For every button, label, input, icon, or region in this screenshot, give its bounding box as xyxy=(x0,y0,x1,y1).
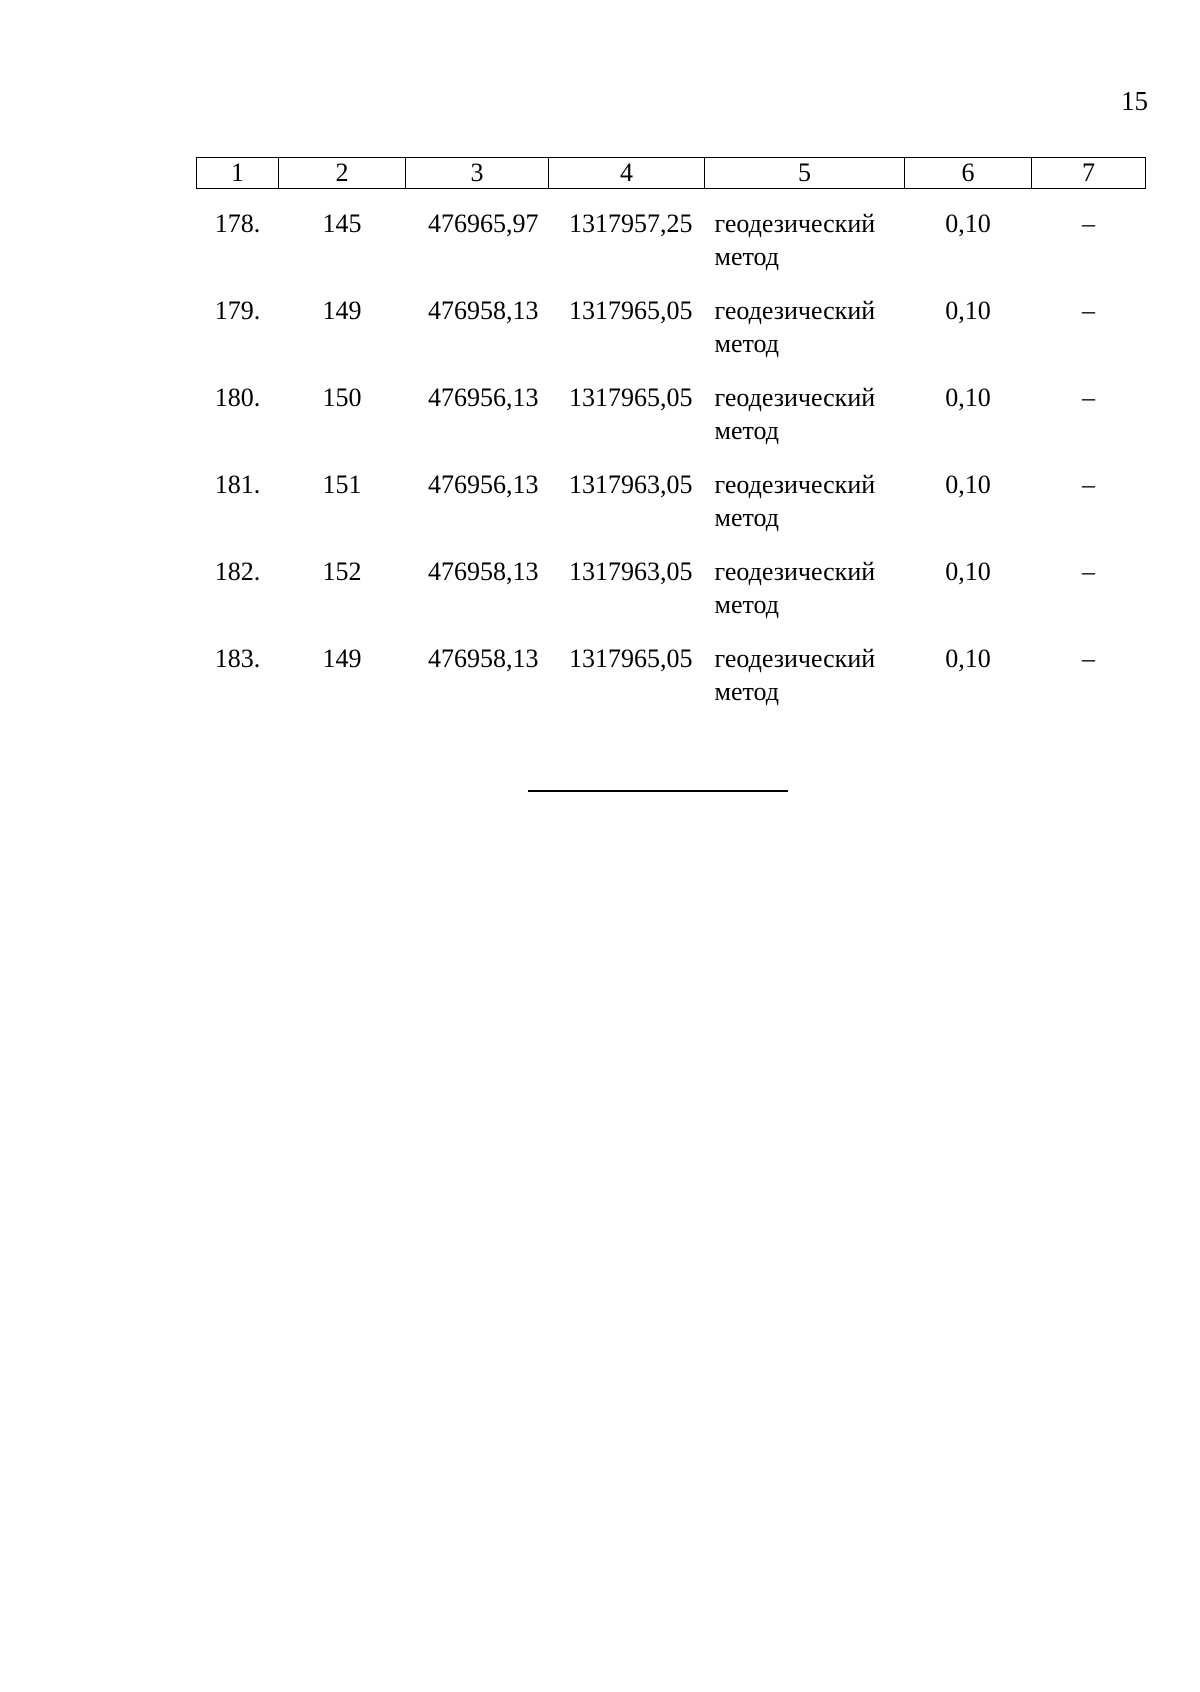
row-number: 181. xyxy=(214,470,261,499)
row-number: 183. xyxy=(214,644,261,673)
accuracy-value: 0,10 xyxy=(945,209,991,238)
method-cell xyxy=(705,555,905,642)
table-row xyxy=(197,381,1146,468)
column-header: 7 xyxy=(1032,158,1146,189)
accuracy-value: 0,10 xyxy=(945,296,991,325)
method-cell xyxy=(705,642,905,729)
column-header: 6 xyxy=(905,158,1032,189)
method-cell xyxy=(705,294,905,381)
method-text: геодезический xyxy=(714,209,876,238)
note-value: – xyxy=(1082,383,1095,412)
y-coordinate: 1317957,25 xyxy=(569,209,693,238)
method-text: геодезический xyxy=(714,470,876,499)
page-number: 15 xyxy=(1121,86,1148,116)
coordinates-table xyxy=(196,157,1146,729)
table-row xyxy=(197,189,1146,295)
table-row xyxy=(197,642,1146,729)
note-value: – xyxy=(1082,644,1095,673)
accuracy-value: 0,10 xyxy=(945,644,991,673)
note-value: – xyxy=(1082,209,1095,238)
method-text: геодезический xyxy=(714,644,876,673)
table-row xyxy=(197,555,1146,642)
method-text-continued: метод xyxy=(714,416,779,445)
method-text: геодезический xyxy=(714,296,876,325)
y-coordinate: 1317965,05 xyxy=(569,383,693,412)
method-cell xyxy=(705,468,905,555)
row-number: 182. xyxy=(214,557,261,586)
x-coordinate: 476958,13 xyxy=(428,296,539,325)
method-cell xyxy=(705,189,905,295)
method-cell xyxy=(705,381,905,468)
note-value: – xyxy=(1082,296,1095,325)
y-coordinate: 1317965,05 xyxy=(569,296,693,325)
method-text-continued: метод xyxy=(714,590,779,619)
method-text: геодезический xyxy=(714,557,876,586)
y-coordinate: 1317965,05 xyxy=(569,644,693,673)
method-text-continued: метод xyxy=(714,677,779,706)
x-coordinate: 476958,13 xyxy=(428,557,539,586)
table-header-row xyxy=(197,158,1146,189)
column-header: 1 xyxy=(197,158,279,189)
x-coordinate: 476956,13 xyxy=(428,470,539,499)
accuracy-value: 0,10 xyxy=(945,383,991,412)
point-number: 145 xyxy=(322,209,362,238)
table-row xyxy=(197,294,1146,381)
column-header: 4 xyxy=(549,158,705,189)
row-number: 179. xyxy=(214,296,261,325)
point-number: 149 xyxy=(322,644,362,673)
method-text: геодезический xyxy=(714,383,876,412)
point-number: 150 xyxy=(322,383,362,412)
y-coordinate: 1317963,05 xyxy=(569,557,693,586)
column-header: 3 xyxy=(406,158,549,189)
note-value: – xyxy=(1082,557,1095,586)
column-header: 2 xyxy=(279,158,406,189)
note-value: – xyxy=(1082,470,1095,499)
row-number: 180. xyxy=(214,383,261,412)
x-coordinate: 476956,13 xyxy=(428,383,539,412)
point-number: 152 xyxy=(322,557,362,586)
end-of-document-rule xyxy=(528,790,788,792)
y-coordinate: 1317963,05 xyxy=(569,470,693,499)
point-number: 151 xyxy=(322,470,362,499)
method-text-continued: метод xyxy=(714,503,779,532)
accuracy-value: 0,10 xyxy=(945,470,991,499)
table-row xyxy=(197,468,1146,555)
method-text-continued: метод xyxy=(714,329,779,358)
accuracy-value: 0,10 xyxy=(945,557,991,586)
method-text-continued: метод xyxy=(714,242,779,271)
row-number: 178. xyxy=(214,209,261,238)
column-header: 5 xyxy=(705,158,905,189)
x-coordinate: 476958,13 xyxy=(428,644,539,673)
point-number: 149 xyxy=(322,296,362,325)
x-coordinate: 476965,97 xyxy=(428,209,539,238)
